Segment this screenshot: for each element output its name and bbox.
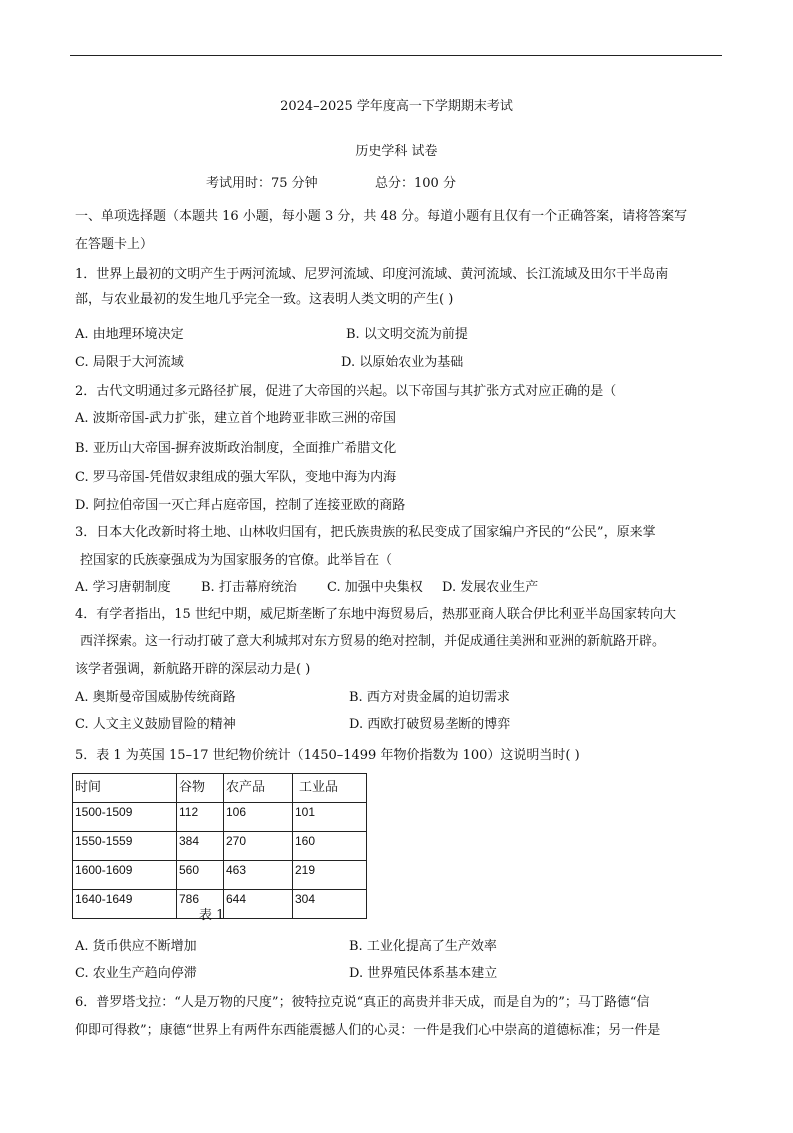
q4-option-b: B. 西方对贵金属的迫切需求: [349, 690, 510, 705]
q1-stem-cont: 部，与农业最初的发生地几乎完全一致。这表明人类文明的产生( ): [75, 292, 454, 307]
q1-stem: 1．世界上最初的文明产生于两河流域、尼罗河流域、印度河流域、黄河流域、长江流域及田尔干半岛南: [75, 267, 669, 282]
exam-time: 考试用时：75 分钟: [206, 176, 318, 191]
table-cell: 106: [224, 803, 293, 832]
table-cell: 1640-1649: [73, 890, 177, 919]
q1-option-a: A. 由地理环境决定: [75, 327, 184, 342]
q2-option-c: C. 罗马帝国-凭借奴隶组成的强大军队，变地中海为内海: [75, 470, 397, 485]
q3-option-d: D. 发展农业生产: [442, 580, 539, 595]
q1-option-d: D. 以原始农业为基础: [341, 355, 464, 370]
q2-option-a: A. 波斯帝国-武力扩张，建立首个地跨亚非欧三洲的帝国: [75, 411, 397, 426]
q4-option-d: D. 西欧打破贸易垄断的博弈: [349, 717, 511, 732]
table-row: [73, 861, 367, 890]
q5-option-a: A. 货币供应不断增加: [75, 939, 197, 954]
q1-option-b: B. 以文明交流为前提: [346, 327, 468, 342]
table-cell: 219: [293, 861, 367, 890]
q4-stem-cont: 西洋探索。这一行动打破了意大利城邦对东方贸易的绝对控制，并促成通往美洲和亚洲的新航路开辟。: [80, 634, 666, 649]
q4-option-c: C. 人文主义鼓励冒险的精神: [75, 717, 236, 732]
table-cell: 463: [224, 861, 293, 890]
price-table: [72, 773, 367, 919]
table-cell: 1500-1509: [73, 803, 177, 832]
table-cell: 1550-1559: [73, 832, 177, 861]
table-cell: 1600-1609: [73, 861, 177, 890]
q4-option-a: A. 奥斯曼帝国威胁传统商路: [75, 690, 236, 705]
q5-option-b: B. 工业化提高了生产效率: [349, 939, 497, 954]
q4-stem-cont2: 该学者强调，新航路开辟的深层动力是( ): [75, 662, 311, 677]
table-caption: 表 1: [199, 908, 225, 923]
table-cell: 160: [293, 832, 367, 861]
q3-stem-cont: 控国家的氏族豪强成为为国家服务的官僚。此举旨在（: [80, 553, 393, 568]
q3-option-a: A. 学习唐朝制度: [75, 580, 171, 595]
q5-stem: 5．表 1 为英国 15–17 世纪物价统计（1450–1499 年物价指数为 100）这说明当时( ): [75, 748, 580, 763]
table-cell: 270: [224, 832, 293, 861]
q2-option-d: D. 阿拉伯帝国一灭亡拜占庭帝国，控制了连接亚欧的商路: [75, 498, 406, 513]
table-header-cell: 工业品: [293, 774, 367, 803]
table-header-cell: 谷物: [177, 774, 224, 803]
q5-option-d: D. 世界殖民体系基本建立: [349, 966, 498, 981]
exam-subject: 历史学科 试卷: [355, 144, 438, 159]
q4-stem: 4．有学者指出，15 世纪中期，威尼斯垄断了东地中海贸易后，热那亚商人联合伊比利亚半岛国家转向大: [75, 607, 676, 622]
table-row: [73, 832, 367, 861]
table-header-cell: 时间: [73, 774, 177, 803]
table-cell: 560: [177, 861, 224, 890]
exam-score: 总分：100 分: [375, 176, 456, 191]
section-heading: 一、单项选择题（本题共 16 小题，每小题 3 分，共 48 分。每道小题有且仅有一个正确答案，请将答案写: [75, 209, 688, 224]
table-cell: 304: [293, 890, 367, 919]
q3-option-c: C. 加强中央集权: [327, 580, 423, 595]
q3-option-b: B. 打击幕府统治: [201, 580, 297, 595]
table-row: [73, 803, 367, 832]
q2-stem: 2．古代文明通过多元路径扩展，促进了大帝国的兴起。以下帝国与其扩张方式对应正确的是（: [75, 384, 617, 399]
table-cell: 786: [177, 890, 224, 919]
q3-stem: 3．日本大化改新时将土地、山林收归国有，把氏族贵族的私民变成了国家编户齐民的“公民”，原来掌: [75, 525, 656, 540]
q1-option-c: C. 局限于大河流域: [75, 355, 184, 370]
table-header-row: [73, 774, 367, 803]
q2-option-b: B. 亚历山大帝国-摒弃波斯政治制度，全面推广希腊文化: [75, 441, 397, 456]
q6-stem-cont: 仰即可得救”；康德“世界上有两件东西能震撼人们的心灵：一件是我们心中崇高的道德标准；另一件是: [75, 1023, 661, 1038]
table-cell: 112: [177, 803, 224, 832]
top-rule: [70, 55, 722, 56]
table-header-cell: 农产品: [224, 774, 293, 803]
table-cell: 644: [224, 890, 293, 919]
q5-option-c: C. 农业生产趋向停滞: [75, 966, 197, 981]
q6-stem: 6．普罗塔戈拉：“人是万物的尺度”；彼特拉克说“真正的高贵并非天成，而是自为的”；马丁路德“信: [75, 995, 650, 1010]
exam-title: 2024–2025 学年度高一下学期期末考试: [280, 99, 513, 114]
table-cell: 101: [293, 803, 367, 832]
table-cell: 384: [177, 832, 224, 861]
section-heading-cont: 在答题卡上）: [75, 237, 154, 252]
